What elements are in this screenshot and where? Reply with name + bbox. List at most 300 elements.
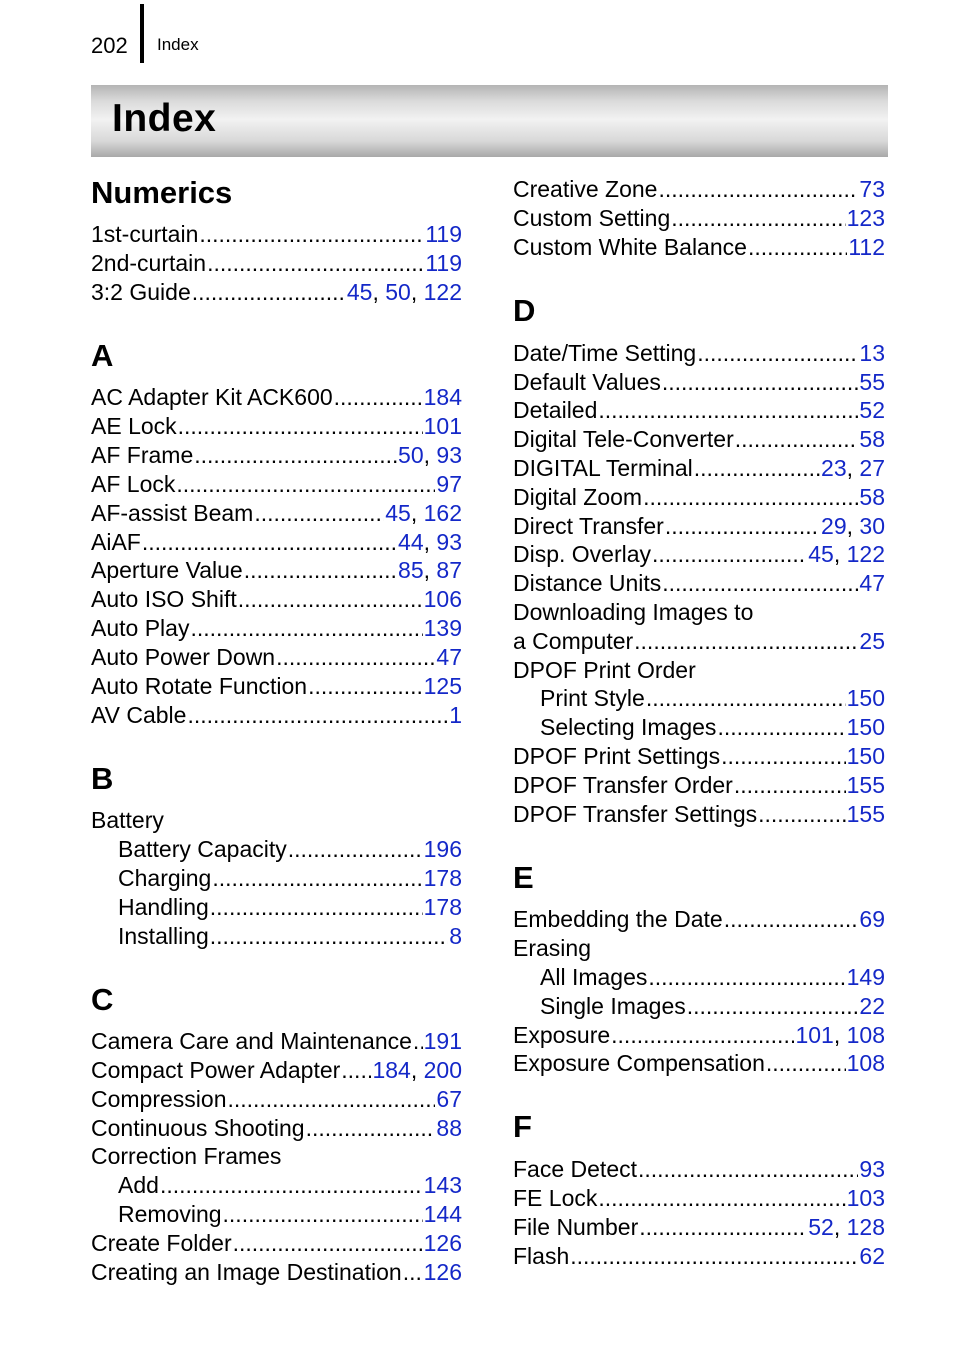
dot-leader — [734, 771, 846, 799]
dot-leader — [288, 835, 423, 863]
page-link[interactable]: 178 — [423, 865, 462, 891]
dot-leader — [687, 992, 859, 1020]
page-title: Index — [112, 97, 217, 140]
page-link[interactable]: 55 — [859, 369, 885, 395]
page-link[interactable]: 30 — [859, 513, 885, 539]
page-link[interactable]: 93 — [859, 1156, 885, 1182]
dot-leader — [187, 701, 448, 729]
dot-leader — [238, 585, 423, 613]
dot-leader — [207, 249, 424, 277]
index-term: DPOF Transfer Settings — [513, 801, 758, 827]
page-link[interactable]: 184 — [372, 1057, 411, 1083]
dot-leader — [570, 1242, 858, 1270]
dot-leader — [697, 339, 858, 367]
index-term: Handling — [118, 894, 209, 920]
index-subentry — [540, 962, 885, 991]
page-link[interactable]: 200 — [423, 1057, 462, 1083]
dot-leader — [648, 963, 845, 991]
index-term: Erasing — [513, 935, 591, 961]
page-references: 29, 30 — [821, 513, 885, 539]
index-entry — [91, 1026, 462, 1055]
index-entry — [91, 411, 462, 440]
dot-leader — [694, 454, 820, 482]
section-heading-numerics: Numerics — [91, 175, 233, 210]
dot-leader — [724, 905, 859, 933]
dot-leader — [244, 556, 397, 584]
index-entry — [513, 799, 885, 828]
page-references — [424, 412, 462, 440]
page-references — [847, 1184, 885, 1212]
index-term: Auto Power Down — [91, 644, 276, 670]
dot-leader — [662, 569, 858, 597]
index-term: Correction Frames — [91, 1143, 282, 1169]
index-entry — [91, 584, 462, 613]
page-references — [424, 614, 462, 642]
page-references: 184, 200 — [372, 1057, 462, 1083]
header-rule — [140, 4, 144, 63]
index-entry — [91, 1113, 462, 1142]
page-link[interactable]: 27 — [859, 455, 885, 481]
index-term: Charging — [118, 865, 212, 891]
dot-leader — [228, 1085, 436, 1113]
index-term: Default Values — [513, 369, 661, 395]
index-term: Distance Units — [513, 570, 662, 596]
page-references — [848, 233, 885, 261]
index-term: AF Frame — [91, 442, 194, 468]
dot-leader — [306, 1114, 436, 1142]
page-link[interactable]: 191 — [423, 1028, 462, 1054]
index-entry — [91, 613, 462, 642]
index-term: DIGITAL Terminal — [513, 455, 693, 481]
index-term: Date/Time Setting — [513, 340, 697, 366]
index-term: DPOF Transfer Order — [513, 772, 733, 798]
page-link[interactable]: 88 — [436, 1115, 462, 1141]
dot-leader — [665, 512, 820, 540]
page-link[interactable]: 150 — [846, 714, 885, 740]
index-entry — [91, 1228, 462, 1257]
page-references — [424, 1200, 462, 1228]
dot-leader — [192, 278, 346, 306]
index-term: File Number — [513, 1214, 639, 1240]
page-link[interactable]: 122 — [423, 279, 462, 305]
index-entry — [91, 219, 462, 248]
page-references: 101, 108 — [795, 1022, 885, 1048]
page-link[interactable]: 22 — [859, 993, 885, 1019]
page-link[interactable]: 150 — [846, 685, 885, 711]
page-link[interactable]: 149 — [846, 964, 885, 990]
index-term: Selecting Images — [540, 714, 717, 740]
page-link[interactable]: 196 — [423, 836, 462, 862]
page-references — [424, 672, 462, 700]
index-term: Auto Play — [91, 615, 190, 641]
page-references — [847, 713, 885, 741]
index-term: Disp. Overlay — [513, 541, 652, 567]
page-link[interactable]: 93 — [436, 529, 462, 555]
page-link[interactable]: 126 — [423, 1259, 462, 1285]
dot-leader — [717, 713, 845, 741]
index-term: Aperture Value — [91, 557, 243, 583]
page-references: 52, 128 — [808, 1214, 885, 1240]
page-references — [847, 204, 885, 232]
index-entry — [513, 1183, 885, 1212]
dot-leader — [646, 684, 846, 712]
dot-leader — [334, 383, 423, 411]
index-term: Installing — [118, 923, 209, 949]
page-references — [847, 800, 885, 828]
page-link[interactable]: 8 — [449, 923, 462, 949]
index-entry — [91, 805, 462, 834]
dot-leader — [662, 368, 859, 396]
dot-leader — [643, 483, 858, 511]
dot-leader — [598, 396, 858, 424]
running-header: Index — [157, 35, 199, 54]
page-references — [847, 1049, 885, 1077]
index-entry — [91, 248, 462, 277]
index-entry — [91, 469, 462, 498]
page-link[interactable]: 162 — [423, 500, 462, 526]
page-references — [425, 220, 462, 248]
page-link[interactable]: 58 — [859, 426, 885, 452]
page-link[interactable]: 119 — [425, 221, 462, 247]
page-link[interactable]: 52 — [808, 1214, 834, 1240]
index-term: AE Lock — [91, 413, 177, 439]
index-entry — [91, 277, 462, 306]
page-references: 44, 93 — [398, 529, 462, 555]
index-term: Auto ISO Shift — [91, 586, 237, 612]
index-entry — [91, 700, 462, 729]
page-references: 45, 162 — [385, 500, 462, 526]
index-entry — [91, 1055, 462, 1084]
index-subentry — [118, 921, 462, 950]
page-link[interactable]: 58 — [859, 484, 885, 510]
page-link[interactable]: 144 — [423, 1201, 462, 1227]
index-entry — [91, 671, 462, 700]
index-term: Direct Transfer — [513, 513, 664, 539]
page-references — [847, 771, 885, 799]
index-entry — [513, 203, 885, 232]
index-term: AC Adapter Kit ACK600 — [91, 384, 333, 410]
page-references — [424, 585, 462, 613]
index-subentry — [118, 1170, 462, 1199]
index-entry — [513, 539, 885, 568]
dot-leader — [233, 1229, 423, 1257]
index-term: AF Lock — [91, 471, 176, 497]
page-references: 45, 50, 122 — [346, 279, 462, 305]
dot-leader — [210, 922, 448, 950]
page-link[interactable]: 128 — [846, 1214, 885, 1240]
page-references — [859, 425, 885, 453]
dot-leader — [671, 204, 845, 232]
page-link[interactable]: 1 — [449, 702, 462, 728]
index-term: AV Cable — [91, 702, 187, 728]
dot-leader — [634, 627, 858, 655]
page-references — [859, 368, 885, 396]
index-entry — [513, 174, 885, 203]
index-entry — [513, 1154, 885, 1183]
page-references — [424, 383, 462, 411]
page-references — [424, 1171, 462, 1199]
page-link[interactable]: 155 — [846, 801, 885, 827]
page-references — [425, 249, 462, 277]
page-link[interactable]: 119 — [425, 250, 462, 276]
page-link[interactable]: 103 — [846, 1185, 885, 1211]
section-heading-a: A — [91, 338, 114, 373]
page-references — [859, 1242, 885, 1270]
index-term: Compression — [91, 1086, 227, 1112]
page-link[interactable]: 44 — [398, 529, 424, 555]
dot-leader — [748, 233, 847, 261]
page-references: 50, 93 — [398, 442, 462, 468]
section-heading-c: C — [91, 982, 114, 1017]
page-link[interactable]: 97 — [436, 471, 462, 497]
page-link[interactable]: 101 — [423, 413, 462, 439]
index-entry — [513, 424, 885, 453]
index-term: Exposure Compensation — [513, 1050, 765, 1076]
page-references: 23, 27 — [821, 455, 885, 481]
index-entry — [513, 568, 885, 597]
index-term: 3:2 Guide — [91, 279, 191, 305]
page-references: 45, 122 — [808, 541, 885, 567]
page-link[interactable]: 93 — [436, 442, 462, 468]
page-link[interactable]: 112 — [848, 234, 885, 260]
index-entry — [513, 338, 885, 367]
page-link[interactable]: 67 — [436, 1086, 462, 1112]
index-entry — [91, 1084, 462, 1113]
page-references — [859, 175, 885, 203]
page-references — [436, 470, 462, 498]
index-entry — [513, 1241, 885, 1270]
index-entry — [513, 626, 885, 655]
index-entry — [513, 1020, 885, 1049]
dot-leader — [403, 1258, 423, 1286]
page-references — [424, 893, 462, 921]
page-link[interactable]: 23 — [821, 455, 847, 481]
page-references — [847, 963, 885, 991]
page-link[interactable]: 184 — [423, 384, 462, 410]
dot-leader — [735, 425, 859, 453]
page-link[interactable]: 52 — [859, 397, 885, 423]
index-entry — [513, 232, 885, 261]
index-term: Single Images — [540, 993, 686, 1019]
page-link[interactable]: 139 — [423, 615, 462, 641]
index-subentry — [118, 863, 462, 892]
page-link[interactable]: 62 — [859, 1243, 885, 1269]
page-references — [859, 483, 885, 511]
index-term: AF-assist Beam — [91, 500, 254, 526]
section-heading-b: B — [91, 761, 114, 796]
page-link[interactable]: 143 — [423, 1172, 462, 1198]
index-entry — [513, 453, 885, 482]
page-references — [859, 339, 885, 367]
dot-leader — [160, 1171, 423, 1199]
page-link[interactable]: 29 — [821, 513, 847, 539]
index-term: All Images — [540, 964, 648, 990]
index-term: Face Detect — [513, 1156, 637, 1182]
page-link[interactable]: 25 — [859, 628, 885, 654]
page-link[interactable]: 50 — [398, 442, 424, 468]
index-entry — [513, 770, 885, 799]
page-link[interactable]: 45 — [385, 500, 411, 526]
index-term: Print Style — [540, 685, 645, 711]
page-references — [449, 701, 462, 729]
dot-leader — [639, 1213, 807, 1241]
dot-leader — [142, 528, 397, 556]
page-references — [859, 396, 885, 424]
dot-leader — [758, 800, 845, 828]
index-subentry — [540, 991, 885, 1020]
index-entry — [91, 440, 462, 469]
index-term: a Computer — [513, 628, 634, 654]
section-heading-d: D — [513, 293, 536, 328]
page-link[interactable]: 108 — [846, 1022, 885, 1048]
page-references — [436, 1085, 462, 1113]
page-link[interactable]: 126 — [423, 1230, 462, 1256]
index-entry — [513, 395, 885, 424]
index-term: Creating an Image Destination — [91, 1259, 402, 1285]
page-references — [859, 905, 885, 933]
index-term: Add — [118, 1172, 159, 1198]
page-link[interactable]: 47 — [859, 570, 885, 596]
index-subentry — [540, 683, 885, 712]
dot-leader — [721, 742, 846, 770]
page-references — [859, 992, 885, 1020]
index-term: Custom Setting — [513, 205, 671, 231]
index-term: Digital Zoom — [513, 484, 643, 510]
index-term: AiAF — [91, 529, 141, 555]
dot-leader — [413, 1027, 423, 1055]
index-entry — [513, 367, 885, 396]
dot-leader — [254, 499, 384, 527]
index-entry — [513, 904, 885, 933]
index-term: Creative Zone — [513, 176, 658, 202]
index-subentry — [540, 712, 885, 741]
page-link[interactable]: 50 — [385, 279, 411, 305]
page-references — [847, 742, 885, 770]
dot-leader — [223, 1200, 423, 1228]
dot-leader — [611, 1021, 794, 1049]
index-entry — [513, 1212, 885, 1241]
index-term: Removing — [118, 1201, 222, 1227]
dot-leader — [308, 672, 423, 700]
page-references — [859, 1155, 885, 1183]
dot-leader — [658, 175, 858, 203]
index-entry — [513, 933, 885, 962]
page-link[interactable]: 73 — [859, 176, 885, 202]
index-term: DPOF Print Order — [513, 657, 696, 683]
page-link[interactable]: 87 — [436, 557, 462, 583]
index-term: Custom White Balance — [513, 234, 747, 260]
index-term: Embedding the Date — [513, 906, 723, 932]
index-term: Flash — [513, 1243, 570, 1269]
page-references — [424, 864, 462, 892]
page-link[interactable]: 178 — [423, 894, 462, 920]
dot-leader — [652, 540, 807, 568]
page-link[interactable]: 45 — [346, 279, 373, 305]
index-entry — [91, 555, 462, 584]
index-entry — [513, 482, 885, 511]
dot-leader — [210, 893, 423, 921]
index-term: Compact Power Adapter — [91, 1057, 341, 1083]
index-term: Digital Tele-Converter — [513, 426, 734, 452]
dot-leader — [598, 1184, 845, 1212]
index-entry — [513, 655, 885, 684]
page-link[interactable]: 122 — [846, 541, 885, 567]
index-term: Exposure — [513, 1022, 611, 1048]
page-references — [424, 1027, 462, 1055]
page-references — [424, 1258, 462, 1286]
index-entry — [513, 1048, 885, 1077]
dot-leader — [178, 412, 423, 440]
page-link[interactable]: 13 — [859, 340, 885, 366]
dot-leader — [199, 220, 424, 248]
index-term: Continuous Shooting — [91, 1115, 305, 1141]
page-references — [436, 643, 462, 671]
index-term: Detailed — [513, 397, 598, 423]
index-term: 1st-curtain — [91, 221, 199, 247]
index-term: FE Lock — [513, 1185, 598, 1211]
index-subentry — [118, 834, 462, 863]
index-entry — [513, 741, 885, 770]
page-link[interactable]: 150 — [846, 743, 885, 769]
index-term: Battery Capacity — [118, 836, 287, 862]
page-references — [859, 627, 885, 655]
index-term: Camera Care and Maintenance — [91, 1028, 412, 1054]
index-entry — [513, 597, 885, 626]
dot-leader — [212, 864, 422, 892]
index-entry — [91, 1141, 462, 1170]
index-term: DPOF Print Settings — [513, 743, 721, 769]
page-references — [859, 569, 885, 597]
page-link[interactable]: 101 — [795, 1022, 834, 1048]
index-entry — [91, 1257, 462, 1286]
page-link[interactable]: 69 — [859, 906, 885, 932]
page-references — [847, 684, 885, 712]
page-link[interactable]: 108 — [846, 1050, 885, 1076]
dot-leader — [276, 643, 435, 671]
index-term: 2nd-curtain — [91, 250, 207, 276]
index-entry — [91, 527, 462, 556]
dot-leader — [194, 441, 397, 469]
dot-leader — [766, 1049, 846, 1077]
page-link[interactable]: 45 — [808, 541, 834, 567]
dot-leader — [341, 1056, 371, 1084]
page-references — [449, 922, 462, 950]
page-link[interactable]: 155 — [846, 772, 885, 798]
page-link[interactable]: 125 — [423, 673, 462, 699]
index-term: Downloading Images to — [513, 599, 754, 625]
page-references — [424, 835, 462, 863]
dot-leader — [190, 614, 422, 642]
index-subentry — [118, 892, 462, 921]
page-link[interactable]: 106 — [423, 586, 462, 612]
dot-leader — [176, 470, 435, 498]
page-references — [436, 1114, 462, 1142]
index-entry — [91, 498, 462, 527]
page-link[interactable]: 47 — [436, 644, 462, 670]
index-term: Auto Rotate Function — [91, 673, 308, 699]
page-number: 202 — [91, 33, 128, 58]
section-heading-f: F — [513, 1109, 532, 1144]
page-link[interactable]: 85 — [398, 557, 424, 583]
index-term: Create Folder — [91, 1230, 232, 1256]
page-references — [424, 1229, 462, 1257]
page-references: 85, 87 — [398, 557, 462, 583]
index-term: Battery — [91, 807, 164, 833]
index-subentry — [118, 1199, 462, 1228]
section-heading-e: E — [513, 860, 534, 895]
page-link[interactable]: 123 — [846, 205, 885, 231]
dot-leader — [638, 1155, 858, 1183]
